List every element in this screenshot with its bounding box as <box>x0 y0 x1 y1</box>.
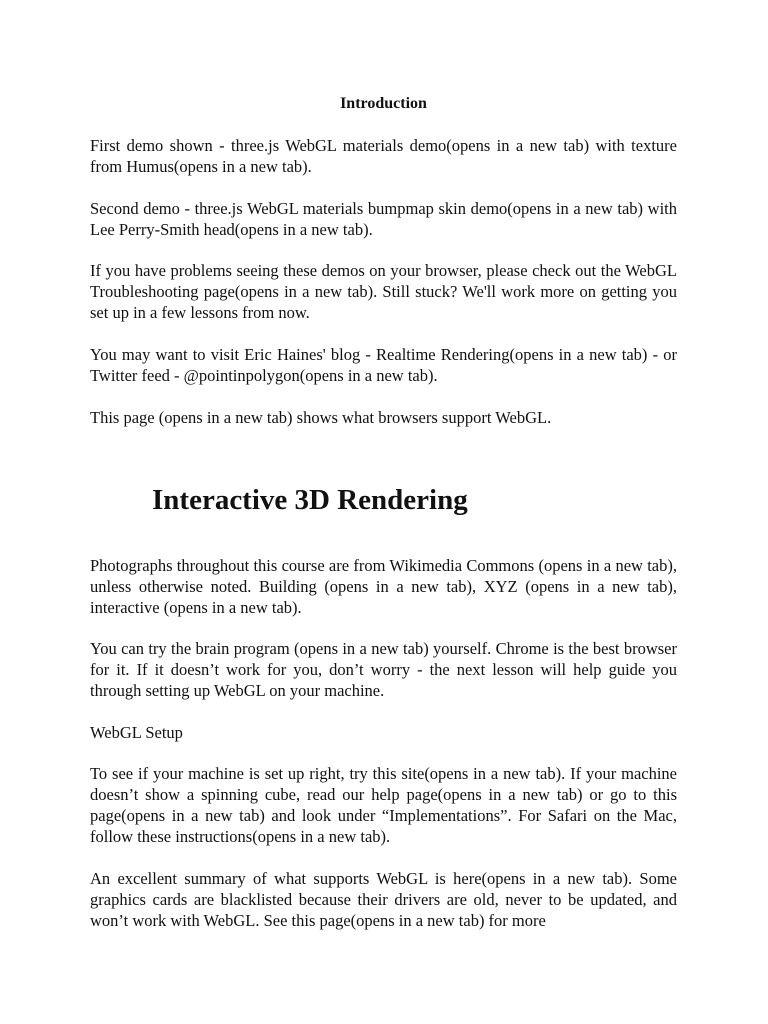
intro-paragraph-second-demo: Second demo - three.js WebGL materials bumpmap skin demo(opens in a new tab) with Lee Perry-Smith head(opens in a new tab). <box>90 199 677 239</box>
intro-paragraph-eric-haines: You may want to visit Eric Haines' blog - Realtime Rendering(opens in a new tab) - or Twitter feed - @pointinpolygon(opens in a new tab). <box>90 345 677 385</box>
section-paragraph-webgl-summary: An excellent summary of what supports WebGL is here(opens in a new tab). Some graphics cards are blacklisted because their drivers are old, never to be updated, and won’t work with WebGL. See this page(opens in a new tab) for more <box>90 869 677 930</box>
section-paragraph-photographs: Photographs throughout this course are from Wikimedia Commons (opens in a new tab), unless otherwise noted. Building (opens in a new tab), XYZ (opens in a new tab), interactive (opens in a new tab). <box>90 556 677 617</box>
section-paragraph-brain-program: You can try the brain program (opens in a new tab) yourself. Chrome is the best browser for it. If it doesn’t work for you, don’t worry - the next lesson will help guide you through setting up WebGL on your machine. <box>90 639 677 700</box>
webgl-setup-subheading: WebGL Setup <box>90 723 183 742</box>
intro-paragraph-browser-support: This page (opens in a new tab) shows what browsers support WebGL. <box>90 408 552 427</box>
intro-heading: Introduction <box>340 95 427 112</box>
section-title: Interactive 3D Rendering <box>152 484 468 516</box>
section-paragraph-setup-check: To see if your machine is set up right, try this site(opens in a new tab). If your machine doesn’t show a spinning cube, read our help page(opens in a new tab) or go to this page(opens in a new tab) and look under “Implementations”. For Safari on the Mac, follow these instructions(opens in a new tab). <box>90 764 677 846</box>
intro-paragraph-first-demo: First demo shown - three.js WebGL materials demo(opens in a new tab) with texture from Humus(opens in a new tab). <box>90 136 677 176</box>
intro-paragraph-troubleshooting: If you have problems seeing these demos on your browser, please check out the WebGL Troubleshooting page(opens in a new tab). Still stuck? We'll work more on getting you set up in a few lessons from now. <box>90 261 677 322</box>
